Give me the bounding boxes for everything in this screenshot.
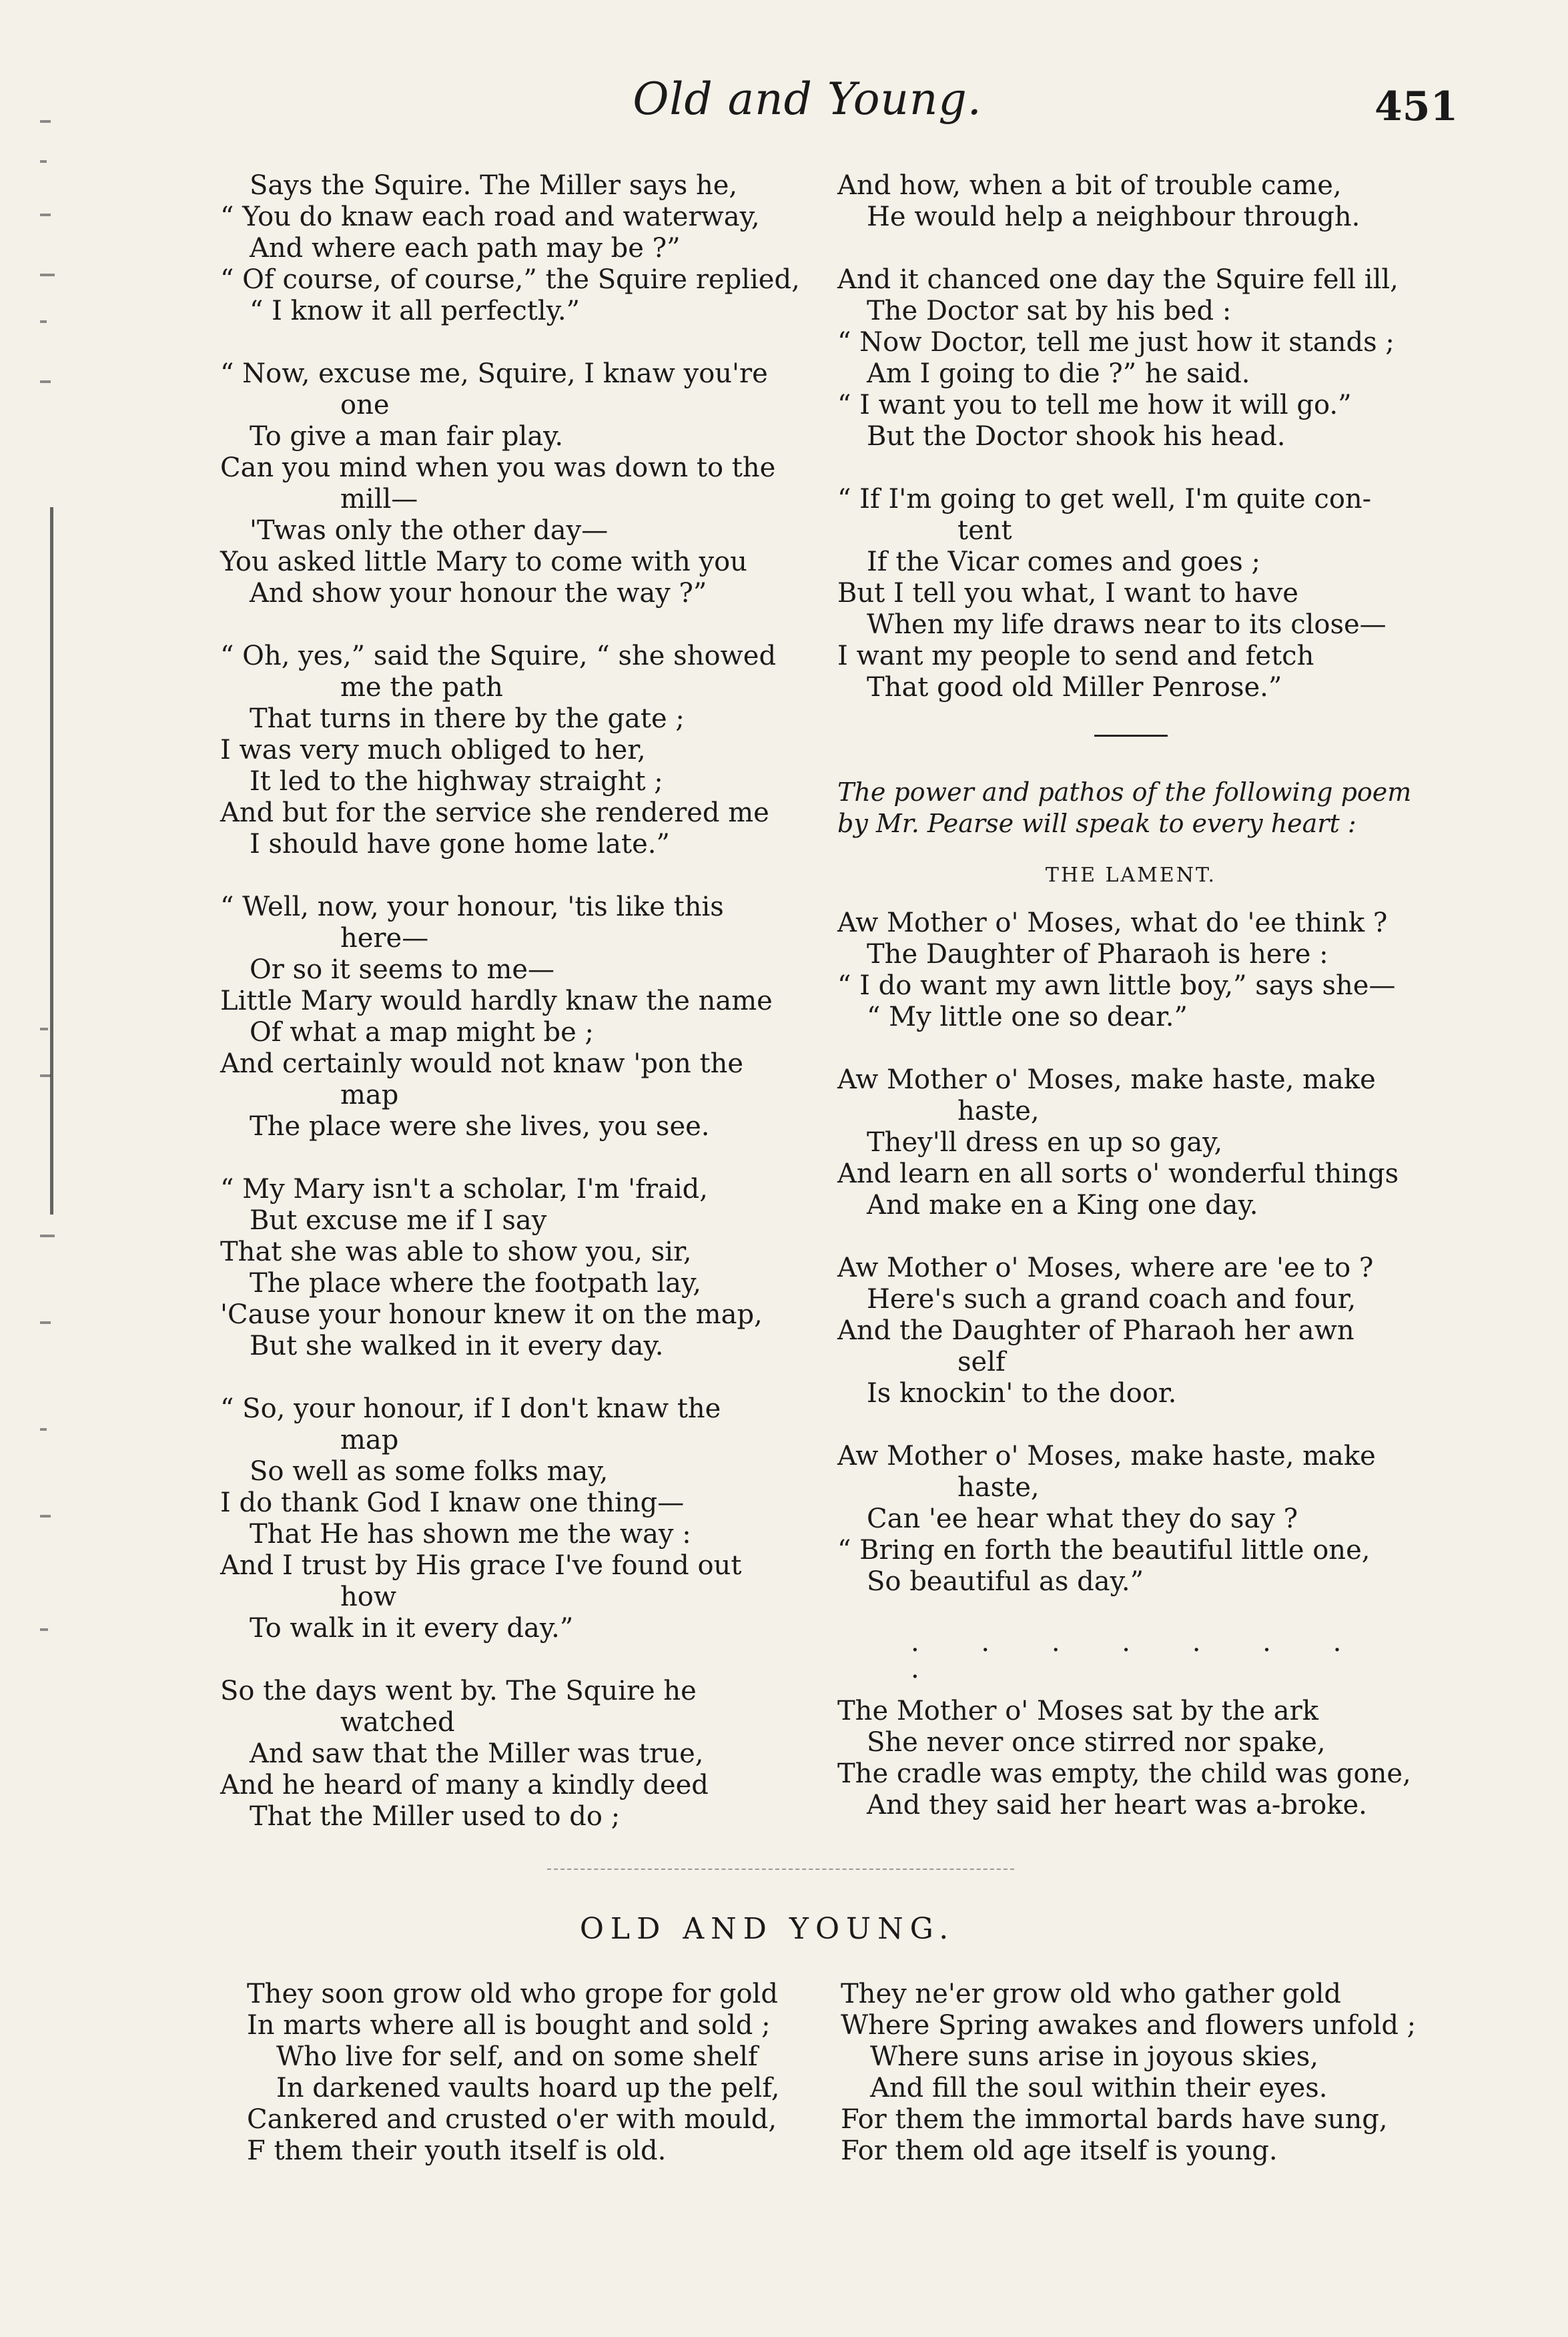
poem-title: OLD AND YOUNG. (579, 1912, 955, 1946)
lament-title: THE LAMENT. (1045, 864, 1217, 887)
verse-line: In marts where all is bought and sold ; (247, 2010, 771, 2041)
verse-line: “ Now Doctor, tell me just how it stands ; (837, 327, 1395, 358)
stanza (837, 1064, 1425, 1221)
verse-line: The place where the footpath lay, (250, 1268, 701, 1299)
margin-marks (40, 100, 80, 1702)
verse-line: So beautiful as day.” (867, 1566, 1144, 1597)
verse-line: watched (340, 1707, 455, 1738)
bottom-left-column (247, 1979, 794, 2167)
verse-line: Can 'ee hear what they do say ? (867, 1504, 1298, 1534)
verse-line: “ My Mary isn't a scholar, I'm 'fraid, (220, 1174, 708, 1205)
verse-line: That turns in there by the gate ; (250, 703, 685, 734)
verse-line: When my life draws near to its close— (867, 609, 1387, 640)
stanza (220, 1174, 807, 1362)
verse-line: And certainly would not knaw 'pon the (220, 1048, 744, 1079)
verse-line: To walk in it every day.” (250, 1613, 574, 1644)
verse-line: self (957, 1347, 1006, 1377)
stanza (220, 1676, 807, 1832)
verse-line: Little Mary would hardly knaw the name (220, 986, 773, 1016)
verse-line: For them the immortal bards have sung, (841, 2104, 1388, 2135)
verse-line: Aw Mother o' Moses, where are 'ee to ? (837, 1253, 1374, 1283)
verse-line: For them old age itself is young. (841, 2135, 1278, 2166)
verse-line: But the Doctor shook his head. (867, 421, 1286, 452)
verse-line: “ I do want my awn little boy,” says she— (837, 970, 1396, 1001)
verse-line: “ You do knaw each road and waterway, (220, 202, 760, 232)
verse-line: And they said her heart was a-broke. (867, 1790, 1367, 1820)
verse-line: The Doctor sat by his bed : (867, 296, 1232, 326)
verse-line: “ Oh, yes,” said the Squire, “ she showed (220, 641, 777, 671)
stanza (837, 484, 1425, 703)
left-column (220, 170, 807, 1864)
stanza (220, 892, 807, 1142)
verse-line: To give a man fair play. (250, 421, 564, 452)
verse-line: F them their youth itself is old. (247, 2135, 667, 2166)
verse-line: “ Well, now, your honour, 'tis like this (220, 892, 724, 922)
verse-line: here— (340, 923, 429, 954)
stanza (837, 908, 1425, 1033)
stanza (837, 1441, 1425, 1598)
verse-line: “ I want you to tell me how it will go.” (837, 390, 1352, 420)
verse-line: haste, (957, 1472, 1040, 1503)
stanza (220, 170, 807, 327)
verse-line: But excuse me if I say (250, 1205, 547, 1236)
verse-line: He would help a neighbour through. (867, 202, 1360, 232)
verse-line: That the Miller used to do ; (250, 1801, 621, 1832)
stanza (837, 170, 1425, 233)
stanza (837, 264, 1425, 452)
verse-line: how (340, 1582, 397, 1612)
verse-line: Or so it seems to me— (250, 954, 555, 985)
verse-line: The cradle was empty, the child was gone, (837, 1758, 1411, 1789)
verse-line: Aw Mother o' Moses, what do 'ee think ? (837, 908, 1388, 938)
bottom-right-column (841, 1979, 1415, 2167)
verse-line: The Mother o' Moses sat by the ark (837, 1696, 1318, 1726)
verse-line: It led to the highway straight ; (250, 766, 663, 797)
verse-line: Cankered and crusted o'er with mould, (247, 2104, 777, 2135)
verse-line: Who live for self, and on some shelf (276, 2041, 758, 2072)
verse-line: That good old Miller Penrose.” (867, 672, 1282, 703)
verse-line: That He has shown me the way : (250, 1519, 691, 1550)
verse-line: And show your honour the way ?” (250, 578, 707, 609)
verse-line: And fill the soul within their eyes. (870, 2073, 1328, 2103)
verse-line: me the path (340, 672, 503, 703)
margin-bar (50, 507, 53, 1215)
verse-line: Aw Mother o' Moses, make haste, make (837, 1064, 1376, 1095)
verse-line: 'Cause your honour knew it on the map, (220, 1299, 763, 1330)
verse-line: You asked little Mary to come with you (220, 547, 747, 577)
verse-line: Here's such a grand coach and four, (867, 1284, 1356, 1315)
verse-line: But she walked in it every day. (250, 1331, 664, 1361)
verse-line: “ If I'm going to get well, I'm quite con- (837, 484, 1372, 515)
verse-line: They soon grow old who grope for gold (247, 1979, 778, 2009)
verse-line: And how, when a bit of trouble came, (837, 170, 1342, 201)
verse-line: And make en a King one day. (867, 1190, 1258, 1221)
verse-line: haste, (957, 1096, 1040, 1126)
page-number: 451 (1375, 83, 1459, 130)
stanza (220, 1393, 807, 1644)
verse-line: And saw that the Miller was true, (250, 1738, 704, 1769)
verse-line: Where Spring awakes and flowers unfold ; (841, 2010, 1417, 2041)
lament-introduction: The power and pathos of the following poem by Mr. Pearse will speak to every heart : (837, 777, 1412, 838)
verse-line: They'll dress en up so gay, (867, 1127, 1223, 1158)
verse-line: “ Now, excuse me, Squire, I knaw you're (220, 358, 768, 389)
verse-line: In darkened vaults hoard up the pelf, (276, 2073, 780, 2103)
verse-line: Where suns arise in joyous skies, (870, 2041, 1318, 2072)
verse-line: She never once stirred nor spake, (867, 1727, 1326, 1758)
verse-line: Can you mind when you was down to the (220, 452, 776, 483)
verse-line: I do thank God I knaw one thing— (220, 1487, 685, 1518)
verse-line: And the Daughter of Pharaoh her awn (837, 1315, 1354, 1346)
verse-line: So the days went by. The Squire he (220, 1676, 697, 1706)
verse-line: “ Bring en forth the beautiful little one, (837, 1535, 1370, 1566)
verse-line: Is knockin' to the door. (867, 1378, 1177, 1409)
verse-line: Aw Mother o' Moses, make haste, make (837, 1441, 1376, 1471)
running-header: Old and Young. (633, 73, 982, 125)
stanza (220, 358, 807, 609)
verse-line: Am I going to die ?” he said. (867, 358, 1250, 389)
verse-line: I was very much obliged to her, (220, 735, 646, 765)
right-column (837, 170, 1425, 1853)
verse-line: Of what a map might be ; (250, 1017, 594, 1048)
verse-line: I should have gone home late.” (250, 829, 670, 860)
verse-line: one (340, 390, 390, 420)
verse-line: Says the Squire. The Miller says he, (250, 170, 738, 201)
verse-line: That she was able to show you, sir, (220, 1237, 692, 1267)
verse-line: 'Twas only the other day— (250, 515, 609, 546)
verse-line: And where each path may be ?” (250, 233, 681, 264)
verse-line: “ So, your honour, if I don't knaw the (220, 1393, 721, 1424)
verse-line: And he heard of many a kindly deed (220, 1770, 709, 1800)
verse-line: So well as some folks may, (250, 1456, 609, 1487)
verse-line: And it chanced one day the Squire fell ill, (837, 264, 1399, 295)
verse-line: “ My little one so dear.” (867, 1002, 1188, 1032)
verse-line: tent (957, 515, 1012, 546)
verse-line: They ne'er grow old who gather gold (841, 1979, 1341, 2009)
verse-line: I want my people to send and fetch (837, 641, 1314, 671)
verse-line: The place were she lives, you see. (250, 1111, 710, 1142)
verse-line: And learn en all sorts o' wonderful things (837, 1158, 1399, 1189)
stanza (837, 1696, 1425, 1821)
verse-line: map (340, 1080, 399, 1110)
section-rule (1094, 735, 1168, 737)
verse-line: And I trust by His grace I've found out (220, 1550, 742, 1581)
ellipsis-dots: . . . . . . . . (911, 1627, 1368, 1684)
stanza (837, 1253, 1425, 1409)
verse-line: map (340, 1425, 399, 1455)
verse-line: But I tell you what, I want to have (837, 578, 1298, 609)
verse-line: “ Of course, of course,” the Squire replied, (220, 264, 800, 295)
verse-line: “ I know it all perfectly.” (250, 296, 580, 326)
verse-line: And but for the service she rendered me (220, 797, 769, 828)
section-divider (547, 1869, 1014, 1870)
verse-line: If the Vicar comes and goes ; (867, 547, 1260, 577)
verse-line: The Daughter of Pharaoh is here : (867, 939, 1328, 970)
stanza (220, 641, 807, 860)
verse-line: mill— (340, 484, 418, 515)
